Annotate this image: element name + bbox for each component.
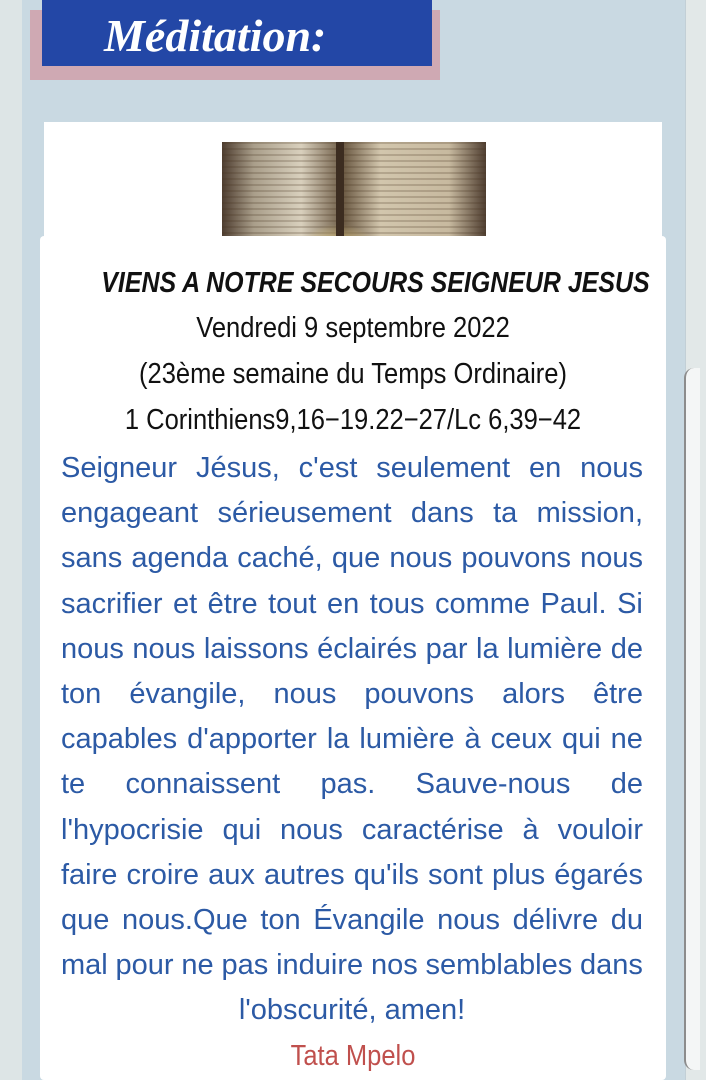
prayer-line: sacrifier et être tout en tous comme Paul. Si (61, 587, 643, 620)
prayer-line: Seigneur Jésus, c'est seulement en nous (61, 452, 643, 484)
prayer-line: l'obscurité, amen! (238, 994, 466, 1027)
author-signature: Tata Mpelo (290, 1040, 416, 1072)
prayer-text (61, 446, 643, 1033)
prayer-line: capables d'apporter la lumière à ceux qui ne (61, 723, 643, 756)
meditation-headline: VIENS A NOTRE SECOURS SEIGNEUR JESUS (101, 267, 650, 299)
prayer-line: l'hypocrisie qui nous caractérise à vouloir (61, 813, 643, 846)
prayer-line: sans agenda caché, que nous pouvons nous (61, 542, 643, 575)
prayer-line: engageant sérieusement dans ta mission, (61, 497, 643, 530)
prayer-line: faire croire aux autres qu'ils sont plus égarés (61, 858, 643, 891)
scroll-handle[interactable] (684, 368, 700, 1070)
left-page-margin (0, 0, 22, 1080)
prayer-line: nous nous laissons éclairés par la lumière de (61, 632, 643, 665)
prayer-line: ton évangile, nous pouvons alors être (61, 677, 643, 710)
prayer-line: mal pour ne pas induire nos semblables dans (61, 949, 643, 982)
prayer-line: te connaissent pas. Sauve-nous de (61, 768, 643, 801)
scripture-readings: 1 Corinthiens9,16−19.22−27/Lc 6,39−42 (124, 404, 582, 436)
meditation-banner: Méditation: (42, 0, 432, 66)
prayer-line: que nous.Que ton Évangile nous délivre du (61, 903, 643, 936)
liturgical-week: (23ème semaine du Temps Ordinaire) (139, 358, 567, 390)
meditation-date: Vendredi 9 septembre 2022 (196, 312, 510, 344)
